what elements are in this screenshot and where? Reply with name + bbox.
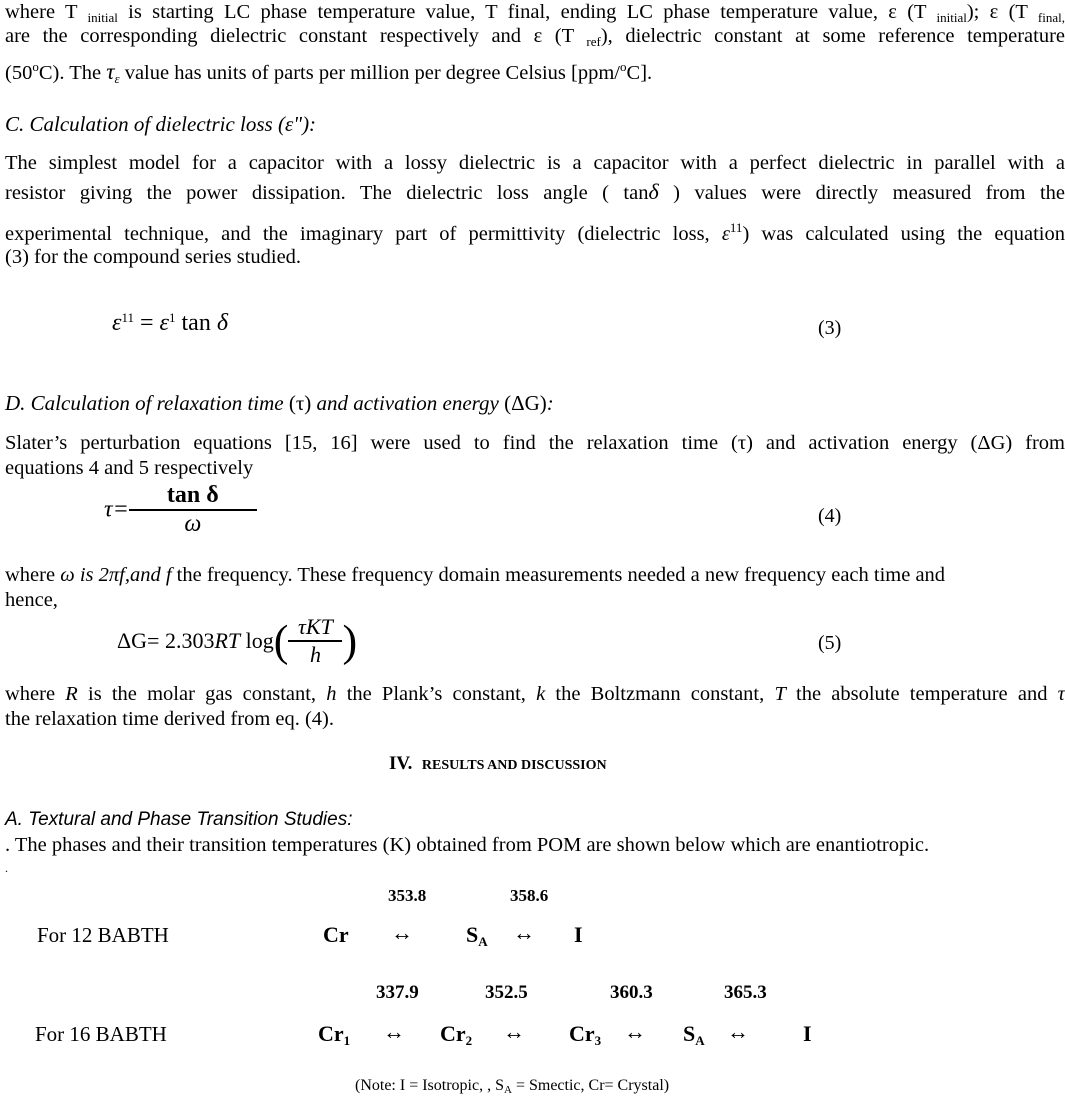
right-paren: ) xyxy=(342,616,358,666)
temp-16-2: 352.5 xyxy=(485,982,528,1003)
equation-4: τ= $\frac{\text{tan δ}}{\omega}$ xyxy=(104,482,257,538)
compound-16-label: For 16 BABTH xyxy=(35,1022,167,1046)
arrow-16-4: ↔ xyxy=(727,1019,749,1044)
section-d-line-4: hence, xyxy=(5,589,58,611)
section-a-heading: A. Textural and Phase Transition Studies: xyxy=(5,809,353,830)
phase-12-cr: Cr xyxy=(323,922,349,947)
section-a-dot: . xyxy=(5,861,8,875)
section-d-line-5: where R is the molar gas constant, h the Plank’s constant, k the Boltzmann constant, T the absolute temperature and τ xyxy=(5,683,1065,705)
arrow-16-1: ↔ xyxy=(383,1019,405,1044)
left-paren: ( xyxy=(273,616,289,666)
compound-12-label: For 12 BABTH xyxy=(37,923,169,947)
phase-16-cr1: $Cr_1$ xyxy=(318,1021,351,1048)
paragraph-top-line-3: (50$^o$C). The $\tau_\varepsilon$ value has units of parts per million per degree Celsius [ppm/$^o$C]. xyxy=(5,59,653,86)
temp-16-3: 360.3 xyxy=(610,982,653,1003)
equation-3: $\varepsilon^{11} = \varepsilon^1$ tan δ xyxy=(112,310,228,336)
phase-12-i: I xyxy=(574,922,583,947)
section-d-line-6: the relaxation time derived from eq. (4). xyxy=(5,708,335,730)
equation-4-number: (4) xyxy=(818,505,842,527)
phase-16-sa: $S_A$ xyxy=(683,1021,705,1048)
section-iv-heading: IV. RESULTS AND DISCUSSION xyxy=(389,753,607,774)
equation-5: ΔG= 2.303RT log( $\frac{\text{τKT}}{h}$ ) xyxy=(117,614,358,667)
section-d-line-3: where ω is 2πf,and f the frequency. These frequency domain measurements needed a new frequency each time and xyxy=(5,564,946,586)
temp-12-2: 358.6 xyxy=(510,886,549,905)
paragraph-top-line-2: are the corresponding dielectric constant respectively and ε (T $_{ref}$), dielectric constant at some reference temperature xyxy=(5,25,1065,49)
arrow-12-2: ↔ xyxy=(513,920,535,945)
section-c-heading: C. Calculation of dielectric loss (ε"): xyxy=(5,112,317,136)
equation-5-number: (5) xyxy=(818,632,842,654)
section-c-line-3: experimental technique, and the imaginary part of permittivity (dielectric loss, $\varepsilon^{11}$) was calculated using the equation xyxy=(5,220,1065,245)
section-d-line-2: equations 4 and 5 respectively xyxy=(5,457,254,479)
phase-16-cr3: $Cr_3$ xyxy=(569,1021,602,1048)
temp-16-1: 337.9 xyxy=(376,982,419,1003)
phase-note: (Note: I = Isotropic, , SA = Smectic, Cr= Crystal) xyxy=(355,1077,670,1096)
section-c-line-4: (3) for the compound series studied. xyxy=(5,246,302,268)
section-d-line-1: Slater’s perturbation equations [15, 16] were used to find the relaxation time (τ) and activation energy (ΔG) from xyxy=(5,432,1065,454)
paragraph-top-line-1: where T $_{initial}$ is starting LC phase temperature value, T final, ending LC phase temperature value, ε (T $_{initial}$); ε (T $_{final,}$ xyxy=(5,1,1065,25)
phase-16-i: I xyxy=(803,1021,812,1046)
arrow-16-3: ↔ xyxy=(624,1019,646,1044)
phase-12-sa: $S_A$ xyxy=(466,922,488,949)
section-c-line-2: resistor giving the power dissipation. The dielectric loss angle ( tanδ ) values were directly measured from the xyxy=(5,179,1065,204)
section-d-heading: D. Calculation of relaxation time (τ) and activation energy (ΔG): xyxy=(5,391,554,415)
phase-16-cr2: $Cr_2$ xyxy=(440,1021,473,1048)
section-a-line-1: . The phases and their transition temperatures (K) obtained from POM are shown below which are enantiotropic. xyxy=(5,834,930,856)
equation-3-number: (3) xyxy=(818,317,842,339)
arrow-16-2: ↔ xyxy=(503,1019,525,1044)
section-c-line-1: The simplest model for a capacitor with a lossy dielectric is a capacitor with a perfect dielectric in parallel with a xyxy=(5,152,1065,174)
temp-16-4: 365.3 xyxy=(724,982,767,1003)
arrow-12-1: ↔ xyxy=(391,920,413,945)
temp-12-1: 353.8 xyxy=(388,886,427,905)
